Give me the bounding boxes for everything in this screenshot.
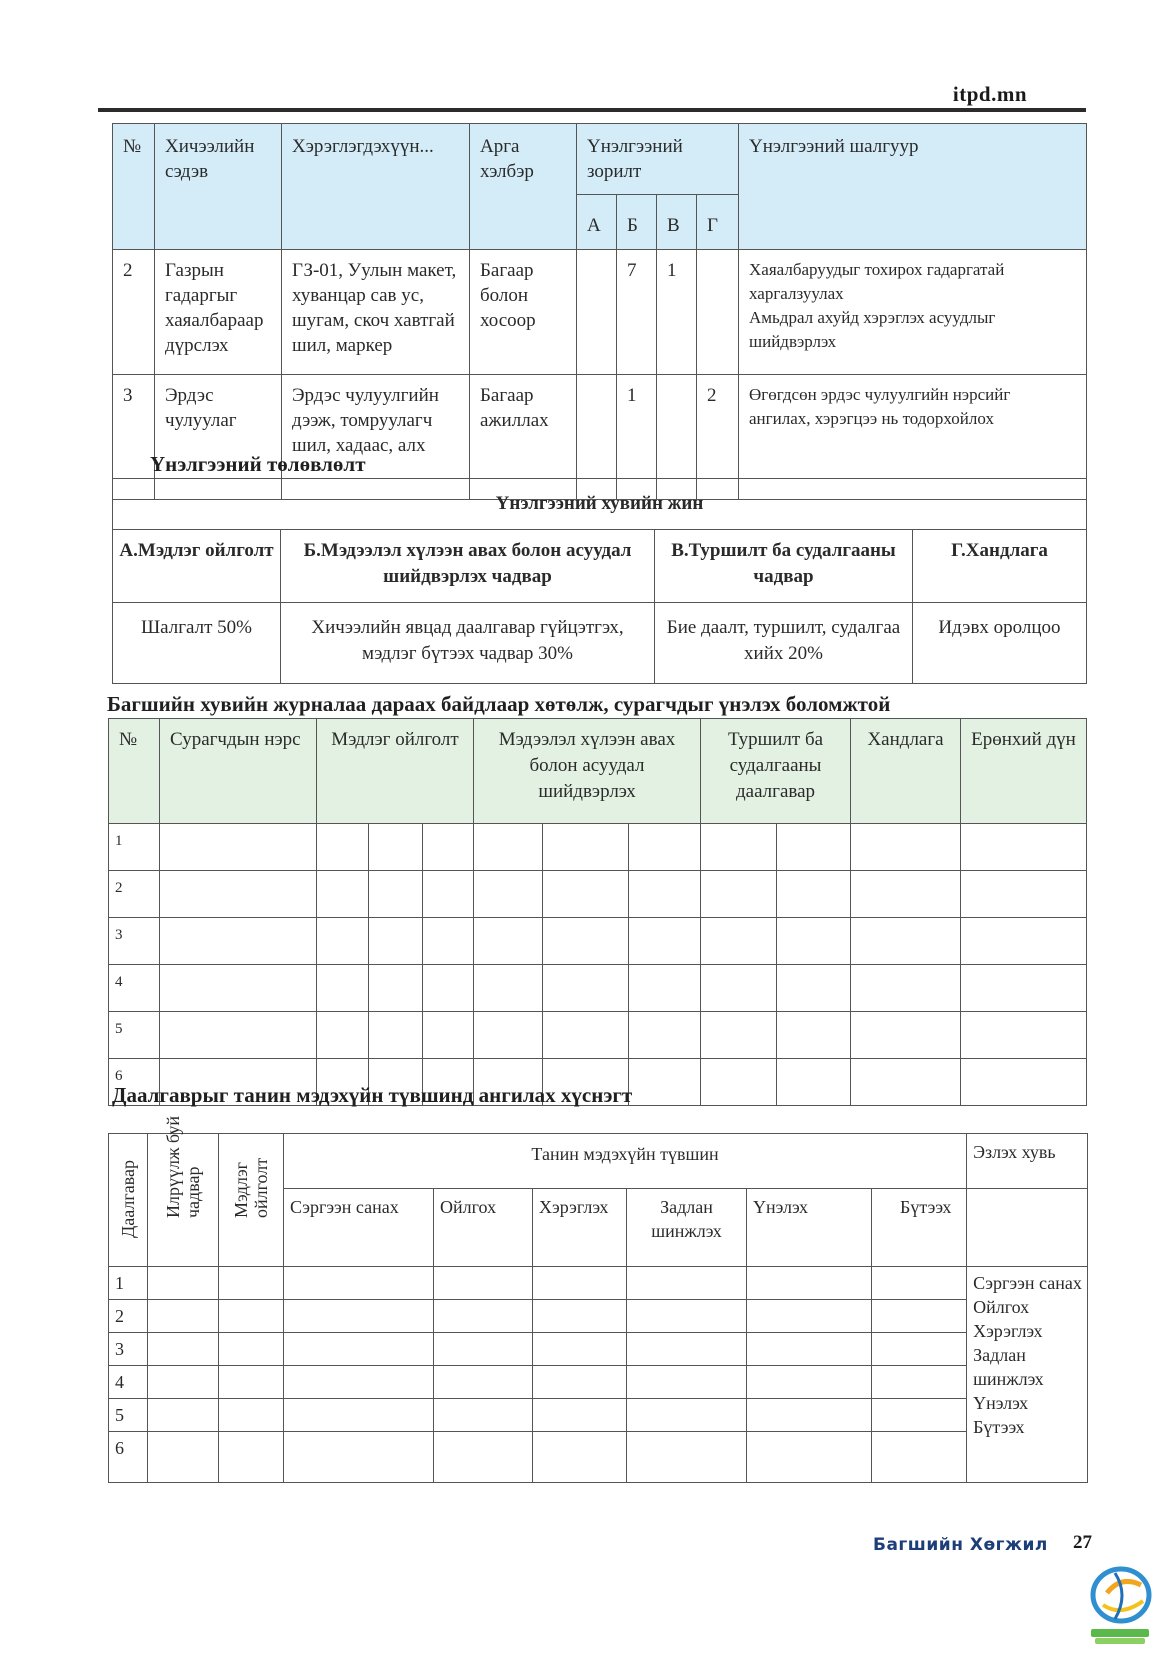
row-b: 1 (617, 375, 657, 500)
classification-cell (434, 1333, 533, 1366)
journal-header-info: Мэдээлэл хүлээн авах болон асуудал шийдвэрлэх (474, 719, 701, 824)
row-v: 1 (657, 250, 697, 375)
journal-cell (160, 965, 317, 1012)
journal-cell (851, 871, 961, 918)
journal-cell (369, 965, 423, 1012)
journal-cell (160, 871, 317, 918)
row-no: 2 (113, 250, 155, 375)
cls-header-share: Эзлэх хувь (967, 1134, 1088, 1189)
classification-row-number: 4 (109, 1366, 148, 1399)
journal-row (109, 824, 1087, 871)
journal-cell (423, 918, 474, 965)
classification-cell (148, 1300, 219, 1333)
row-g (697, 250, 739, 375)
classification-cell (533, 1432, 627, 1483)
journal-row-number: 6 (109, 1059, 160, 1106)
journal-cell (629, 871, 701, 918)
journal-cell (423, 965, 474, 1012)
journal-header-total: Ерөнхий дүн (961, 719, 1087, 824)
classification-row (109, 1432, 1088, 1483)
cls-header-task-label: Даалгавар (118, 1159, 138, 1238)
journal-cell (701, 965, 777, 1012)
header-v: В (657, 195, 697, 250)
classification-cell (747, 1432, 872, 1483)
cls-header-task (109, 1134, 148, 1267)
classification-cell (219, 1432, 284, 1483)
classification-cell (219, 1267, 284, 1300)
classification-cell (627, 1333, 747, 1366)
classification-cell (627, 1267, 747, 1300)
journal-cell (961, 918, 1087, 965)
classification-row (109, 1300, 1088, 1333)
cls-level-understand: Ойлгох (434, 1189, 533, 1267)
journal-cell (629, 965, 701, 1012)
journal-cell (317, 1012, 369, 1059)
section-title-classification: Даалгаврыг танин мэдэхүйн түвшинд ангилах хүснэгт (112, 1083, 633, 1107)
header-rule (98, 108, 1086, 112)
classification-cell (148, 1399, 219, 1432)
journal-cell (961, 1012, 1087, 1059)
classification-row-number: 6 (109, 1432, 148, 1483)
cls-header-skill-label: Илрүүлж буй чадвар (163, 1115, 203, 1218)
weight-col-v: В.Туршилт ба судалгааны чадвар (655, 530, 913, 603)
journal-cell (160, 824, 317, 871)
classification-row (109, 1333, 1088, 1366)
journal-cell (160, 1012, 317, 1059)
journal-cell (777, 1012, 851, 1059)
classification-row-number: 1 (109, 1267, 148, 1300)
header-g: Г (697, 195, 739, 250)
header-a: А (577, 195, 617, 250)
journal-cell (543, 824, 629, 871)
classification-cell (747, 1333, 872, 1366)
row-a (577, 250, 617, 375)
cls-level-analyze: Задлан шинжлэх (627, 1189, 747, 1267)
weight-val-a: Шалгалт 50% (113, 603, 281, 684)
cls-header-level: Танин мэдэхүйн түвшин (284, 1134, 967, 1189)
journal-row (109, 1012, 1087, 1059)
journal-row-number: 1 (109, 824, 160, 871)
classification-cell (219, 1333, 284, 1366)
journal-cell (961, 1059, 1087, 1106)
row-criteria (739, 250, 1087, 375)
journal-cell (851, 918, 961, 965)
classification-cell (148, 1366, 219, 1399)
journal-cell (777, 918, 851, 965)
classification-table (108, 1115, 1088, 1483)
classification-cell (434, 1366, 533, 1399)
classification-cell (872, 1399, 967, 1432)
share-list-item: Бүтээх (973, 1417, 1025, 1437)
classification-cell (533, 1366, 627, 1399)
classification-cell (872, 1333, 967, 1366)
brand-logo-icon (1085, 1555, 1155, 1647)
journal-cell (961, 965, 1087, 1012)
classification-cell (284, 1300, 434, 1333)
share-list-item: Үнэлэх (973, 1393, 1029, 1413)
classification-row-number: 2 (109, 1300, 148, 1333)
journal-cell (777, 1059, 851, 1106)
classification-cell (533, 1267, 627, 1300)
journal-cell (701, 871, 777, 918)
weight-val-b: Хичээлийн явцад даалгавар гүйцэтгэх, мэдлэг бүтээх чадвар 30% (281, 603, 655, 684)
journal-cell (777, 871, 851, 918)
classification-cell (747, 1366, 872, 1399)
journal-cell (629, 918, 701, 965)
section-title-journal: Багшийн хувийн журналаа дараах байдлаар хөтөлж, сурагчдыг үнэлэх боломжтой (107, 692, 891, 716)
page-number: 27 (1073, 1532, 1092, 1553)
header-no: № (113, 124, 155, 250)
journal-cell (851, 824, 961, 871)
journal-cell (629, 1012, 701, 1059)
header-method: Арга хэлбэр (470, 124, 577, 250)
journal-cell (629, 824, 701, 871)
weight-table (112, 478, 1087, 684)
criteria-line: Өгөгдсөн эрдэс чулуулгийн нэрсийг ангилах, хэрэгцээ нь тодорхойлох (749, 385, 1011, 428)
classification-row-number: 3 (109, 1333, 148, 1366)
journal-cell (629, 1059, 701, 1106)
cls-share-blank (967, 1189, 1088, 1267)
cls-level-apply: Хэрэглэх (533, 1189, 627, 1267)
classification-cell (148, 1267, 219, 1300)
classification-cell (434, 1267, 533, 1300)
cls-level-create: Бүтээх (872, 1189, 967, 1267)
classification-cell (284, 1366, 434, 1399)
classification-cell (434, 1432, 533, 1483)
journal-cell (851, 965, 961, 1012)
classification-cell (747, 1267, 872, 1300)
journal-cell (317, 824, 369, 871)
classification-cell (747, 1300, 872, 1333)
journal-cell (851, 1059, 961, 1106)
weight-col-a: А.Мэдлэг ойлголт (113, 530, 281, 603)
journal-cell (777, 965, 851, 1012)
journal-cell (369, 824, 423, 871)
classification-cell (533, 1300, 627, 1333)
criteria-line: Амьдрал ахуйд хэрэглэх асуудлыг шийдвэрлэх (749, 308, 996, 351)
weight-col-g: Г.Хандлага (913, 530, 1087, 603)
journal-cell (474, 918, 543, 965)
journal-cell (423, 871, 474, 918)
classification-cell (219, 1366, 284, 1399)
share-list-item: Задлан (973, 1345, 1026, 1365)
header-topic: Хичээлийн сэдэв (155, 124, 282, 250)
section-title-planning: Үнэлгээний төлөвлөлт (150, 452, 366, 476)
classification-cell (747, 1399, 872, 1432)
classification-row (109, 1267, 1088, 1300)
journal-cell (701, 824, 777, 871)
journal-cell (777, 824, 851, 871)
journal-cell (369, 871, 423, 918)
classification-cell (284, 1399, 434, 1432)
classification-row (109, 1399, 1088, 1432)
classification-cell (627, 1300, 747, 1333)
journal-cell (543, 965, 629, 1012)
journal-row-number: 2 (109, 871, 160, 918)
row-method: Багаар ажиллах (470, 375, 577, 500)
journal-cell (961, 871, 1087, 918)
journal-header-knowledge: Мэдлэг ойлголт (317, 719, 474, 824)
share-list-item: шинжлэх (973, 1369, 1044, 1389)
classification-cell (627, 1399, 747, 1432)
classification-cell (434, 1399, 533, 1432)
journal-cell (317, 871, 369, 918)
journal-cell (369, 1012, 423, 1059)
classification-cell (627, 1366, 747, 1399)
share-list-item: Ойлгох (973, 1297, 1030, 1317)
classification-cell (284, 1432, 434, 1483)
classification-cell (872, 1432, 967, 1483)
journal-cell (474, 824, 543, 871)
journal-table (108, 718, 1087, 1106)
cls-header-knowledge (219, 1134, 284, 1267)
row-no: 3 (113, 375, 155, 500)
header-materials: Хэрэглэгдэхүүн... (282, 124, 470, 250)
row-g: 2 (697, 375, 739, 500)
journal-cell (701, 918, 777, 965)
row-method: Багаар болон хосоор (470, 250, 577, 375)
site-url: itpd.mn (952, 82, 1027, 106)
classification-cell (219, 1399, 284, 1432)
header-criteria: Үнэлгээний шалгуур (739, 124, 1087, 250)
classification-cell (627, 1432, 747, 1483)
cls-header-skill (148, 1115, 219, 1267)
journal-row (109, 918, 1087, 965)
journal-cell (701, 1059, 777, 1106)
journal-cell (369, 918, 423, 965)
journal-cell (317, 965, 369, 1012)
row-materials: ГЗ-01, Уулын макет, хуванцар сав ус, шугам, скоч хавтгай шил, маркер (282, 250, 470, 375)
journal-header-experiment: Туршилт ба судалгааны даалгавар (701, 719, 851, 824)
weight-col-b: Б.Мэдээлэл хүлээн авах болон асуудал шийдвэрлэх чадвар (281, 530, 655, 603)
cls-header-knowledge-label: Мэдлэг ойлголт (231, 1157, 271, 1218)
cls-level-recall: Сэргээн санах (284, 1189, 434, 1267)
footer-brand: Багшийн Хөгжил (873, 1535, 1048, 1555)
classification-cell (872, 1366, 967, 1399)
cls-level-evaluate: Үнэлэх (747, 1189, 872, 1267)
journal-cell (160, 918, 317, 965)
journal-cell (543, 918, 629, 965)
journal-cell (423, 824, 474, 871)
journal-header-attitude: Хандлага (851, 719, 961, 824)
share-list-item: Хэрэглэх (973, 1321, 1043, 1341)
header-goal: Үнэлгээний зорилт (577, 124, 739, 195)
criteria-line: Хаяалбаруудыг тохирох гадаргатай харгалзуулах (749, 260, 1005, 303)
classification-cell (284, 1333, 434, 1366)
journal-cell (317, 918, 369, 965)
classification-cell (872, 1267, 967, 1300)
journal-cell (851, 1012, 961, 1059)
table-row (113, 250, 1087, 375)
classification-cell (872, 1300, 967, 1333)
share-list-item: Сэргээн санах (973, 1273, 1082, 1293)
journal-cell (961, 824, 1087, 871)
journal-header-no: № (109, 719, 160, 824)
row-materials: Эрдэс чулуулгийн дээж, томруулагч шил, хадаас, алх (282, 375, 470, 500)
journal-cell (543, 871, 629, 918)
classification-cell (148, 1333, 219, 1366)
classification-cell (533, 1399, 627, 1432)
row-topic: Эрдэс чулуулаг (155, 375, 282, 500)
classification-cell (434, 1300, 533, 1333)
journal-cell (701, 1012, 777, 1059)
journal-cell (543, 1012, 629, 1059)
classification-cell (148, 1432, 219, 1483)
classification-row (109, 1366, 1088, 1399)
row-b: 7 (617, 250, 657, 375)
journal-cell (474, 1012, 543, 1059)
journal-header-name: Сурагчдын нэрс (160, 719, 317, 824)
weight-val-g: Идэвх оролцоо (913, 603, 1087, 684)
journal-row-number: 4 (109, 965, 160, 1012)
journal-cell (423, 1012, 474, 1059)
journal-cell (474, 965, 543, 1012)
classification-cell (533, 1333, 627, 1366)
journal-cell (474, 871, 543, 918)
journal-row-number: 5 (109, 1012, 160, 1059)
journal-row (109, 871, 1087, 918)
weight-title: Үнэлгээний хувийн жин (113, 479, 1087, 530)
classification-cell (284, 1267, 434, 1300)
share-list (967, 1267, 1088, 1483)
classification-row-number: 5 (109, 1399, 148, 1432)
journal-row-number: 3 (109, 918, 160, 965)
weight-val-v: Бие даалт, туршилт, судалгаа хийх 20% (655, 603, 913, 684)
header-b: Б (617, 195, 657, 250)
lesson-assessment-table (112, 123, 1087, 500)
journal-row (109, 965, 1087, 1012)
row-topic: Газрын гадаргыг хаяалбараар дүрслэх (155, 250, 282, 375)
classification-cell (219, 1300, 284, 1333)
